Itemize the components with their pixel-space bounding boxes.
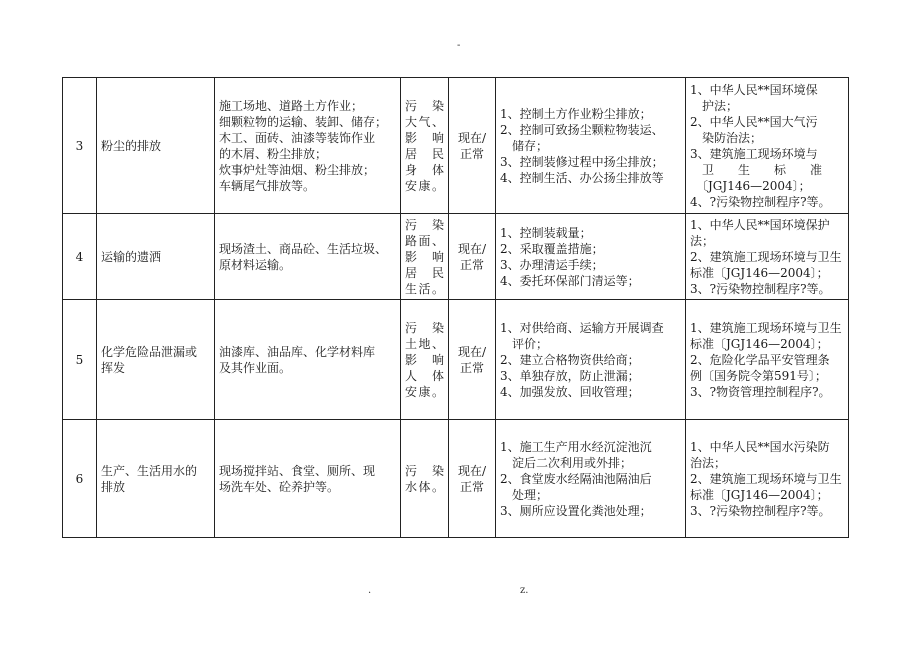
cell-line: 2、建立合格物资供给商； (500, 352, 640, 367)
cell-line: 标准〔JGJ146—2004〕； (690, 487, 829, 502)
cell-line: 施工场地、道路土方作业； (219, 98, 364, 113)
state-cell (449, 78, 496, 214)
cell-line: 处理； (500, 487, 549, 502)
cell-line: 例〔国务院令第591号〕； (690, 368, 827, 383)
cell-line: 标准〔JGJ146—2004〕； (690, 265, 829, 280)
cell-line: 1、中华人民**国水污染防 (690, 439, 830, 454)
cell-line: 安康。 (405, 384, 444, 399)
cell-line: 炊事炉灶等油烟、粉尘排放； (219, 162, 376, 177)
environment-factor-table (62, 77, 849, 538)
state-cell (449, 214, 496, 300)
cell-line: 1、控制土方作业粉尘排放； (500, 106, 652, 121)
cell-line: 及其作业面。 (219, 360, 292, 375)
page-mark-bottom-right: z. (520, 585, 529, 596)
cell-line: 影 响 (405, 130, 444, 145)
cell-line: 染防治法； (690, 130, 763, 145)
cell-line: 3、建筑施工现场环境与 (690, 146, 818, 161)
cell-line: 油漆库、油品库、化学材料库 (219, 344, 376, 359)
impact-cell (401, 78, 449, 214)
activity-cell (215, 214, 401, 300)
cell-line: 3、?物资管理控制程序?。 (690, 384, 831, 399)
factor-name (97, 300, 215, 420)
regulations-cell (686, 214, 849, 300)
cell-line: 居 民 (405, 146, 444, 161)
cell-line: 土地、 (405, 336, 444, 351)
cell-line: 排放 (101, 479, 126, 494)
cell-line: 〔JGJ146—2004〕； (690, 178, 811, 193)
factor-name (97, 78, 215, 214)
cell-line: 水体。 (405, 479, 444, 494)
cell-line: 影 响 (405, 352, 444, 367)
cell-line: 现在/ (457, 130, 487, 145)
cell-line: 2、危险化学品平安管理条 (690, 352, 830, 367)
cell-line: 评价； (500, 336, 549, 351)
state-cell (449, 420, 496, 538)
cell-line: 护法； (690, 98, 739, 113)
table-row (63, 78, 849, 214)
cell-line: 2、建筑施工现场环境与卫生 (690, 249, 842, 264)
cell-line: 现在/ (457, 344, 487, 359)
cell-line: 场洗车处、砼养护等。 (219, 479, 340, 494)
cell-line: 车辆尾气排放等。 (219, 178, 316, 193)
cell-line: 淀后二次利用或外排； (500, 455, 633, 470)
cell-line: 1、中华人民**国环境保护 (690, 217, 830, 232)
cell-line: 2、中华人民**国大气污 (690, 114, 818, 129)
cell-line: 正常 (459, 479, 484, 494)
cell-line: 安康。 (405, 178, 444, 193)
cell-line: 生活。 (405, 281, 444, 296)
cell-line: 污 染 (405, 98, 444, 113)
page-mark-bottom-left: . (368, 585, 372, 596)
row-number: 4 (63, 214, 97, 300)
cell-line: 生产、生活用水的 (101, 463, 198, 478)
cell-line: 储存； (500, 138, 549, 153)
cell-line: 人 体 (405, 368, 444, 383)
cell-line: 1、中华人民**国环境保 (690, 82, 818, 97)
cell-line: 正常 (459, 146, 484, 161)
cell-line: 化学危险品泄漏或 (101, 344, 198, 359)
impact-cell (401, 214, 449, 300)
state-cell (449, 300, 496, 420)
cell-line: 4、加强发放、回收管理； (500, 384, 640, 399)
cell-line: 现场搅拌站、食堂、厕所、现 (219, 463, 376, 478)
factor-name (97, 420, 215, 538)
cell-line: 污 染 (405, 320, 444, 335)
cell-line: 4、?污染物控制程序?等。 (690, 194, 831, 209)
cell-line: 现在/ (457, 241, 487, 256)
factor-name (97, 214, 215, 300)
cell-line: 现在/ (457, 463, 487, 478)
cell-line: 路面、 (405, 233, 444, 248)
page-mark-top: - (457, 40, 461, 51)
row-number: 6 (63, 420, 97, 538)
impact-cell (401, 420, 449, 538)
table-row (63, 214, 849, 300)
cell-line: 木工、面砖、油漆等装饰作业 (219, 130, 376, 145)
cell-line: 影 响 (405, 249, 444, 264)
cell-line: 法； (690, 233, 715, 248)
cell-line: 4、控制生活、办公扬尘排放等 (500, 170, 664, 185)
regulations-cell (686, 420, 849, 538)
activity-cell (215, 420, 401, 538)
cell-line: 的木屑、粉尘排放； (219, 146, 328, 161)
table-row (63, 420, 849, 538)
cell-line: 卫 生 标 准 (690, 162, 823, 177)
control-measures-cell (496, 214, 686, 300)
cell-line: 运输的遗洒 (101, 249, 162, 264)
cell-line: 标准〔JGJ146—2004〕； (690, 336, 829, 351)
control-measures-cell (496, 300, 686, 420)
cell-line: 挥发 (101, 360, 126, 375)
cell-line: 2、食堂废水经隔油池隔油后 (500, 471, 652, 486)
cell-line: 1、施工生产用水经沉淀池沉 (500, 439, 652, 454)
control-measures-cell (496, 420, 686, 538)
cell-line: 3、?污染物控制程序?等。 (690, 281, 831, 296)
cell-line: 污染 (405, 463, 444, 478)
cell-line: 大气、 (405, 114, 444, 129)
activity-cell (215, 300, 401, 420)
cell-line: 3、办理清运手续； (500, 257, 604, 272)
cell-line: 身 体 (405, 162, 444, 177)
activity-cell (215, 78, 401, 214)
cell-line: 3、控制装修过程中扬尘排放； (500, 154, 664, 169)
cell-line: 细颗粒物的运输、装卸、储存； (219, 114, 388, 129)
cell-line: 2、控制可致扬尘颗粒物装运、 (500, 122, 664, 137)
cell-line: 2、采取覆盖措施； (500, 241, 604, 256)
impact-cell (401, 300, 449, 420)
cell-line: 粉尘的排放 (101, 138, 162, 153)
row-number: 5 (63, 300, 97, 420)
cell-line: 治法； (690, 455, 727, 470)
cell-line: 正常 (459, 257, 484, 272)
cell-line: 1、建筑施工现场环境与卫生 (690, 320, 842, 335)
cell-line: 正常 (459, 360, 484, 375)
cell-line: 3、单独存放，防止泄漏； (500, 368, 640, 383)
regulations-cell (686, 78, 849, 214)
row-number: 3 (63, 78, 97, 214)
cell-line: 1、对供给商、运输方开展调查 (500, 320, 664, 335)
table-row (63, 300, 849, 420)
control-measures-cell (496, 78, 686, 214)
cell-line: 3、?污染物控制程序?等。 (690, 503, 831, 518)
cell-line: 1、控制装载量； (500, 225, 592, 240)
cell-line: 4、委托环保部门清运等； (500, 273, 640, 288)
cell-line: 3、厕所应设置化粪池处理； (500, 503, 652, 518)
regulations-cell (686, 300, 849, 420)
cell-line: 2、建筑施工现场环境与卫生 (690, 471, 842, 486)
cell-line: 居 民 (405, 265, 444, 280)
cell-line: 现场渣土、商品砼、生活垃圾、 (219, 241, 388, 256)
cell-line: 污 染 (405, 217, 444, 232)
cell-line: 原材料运输。 (219, 257, 292, 272)
